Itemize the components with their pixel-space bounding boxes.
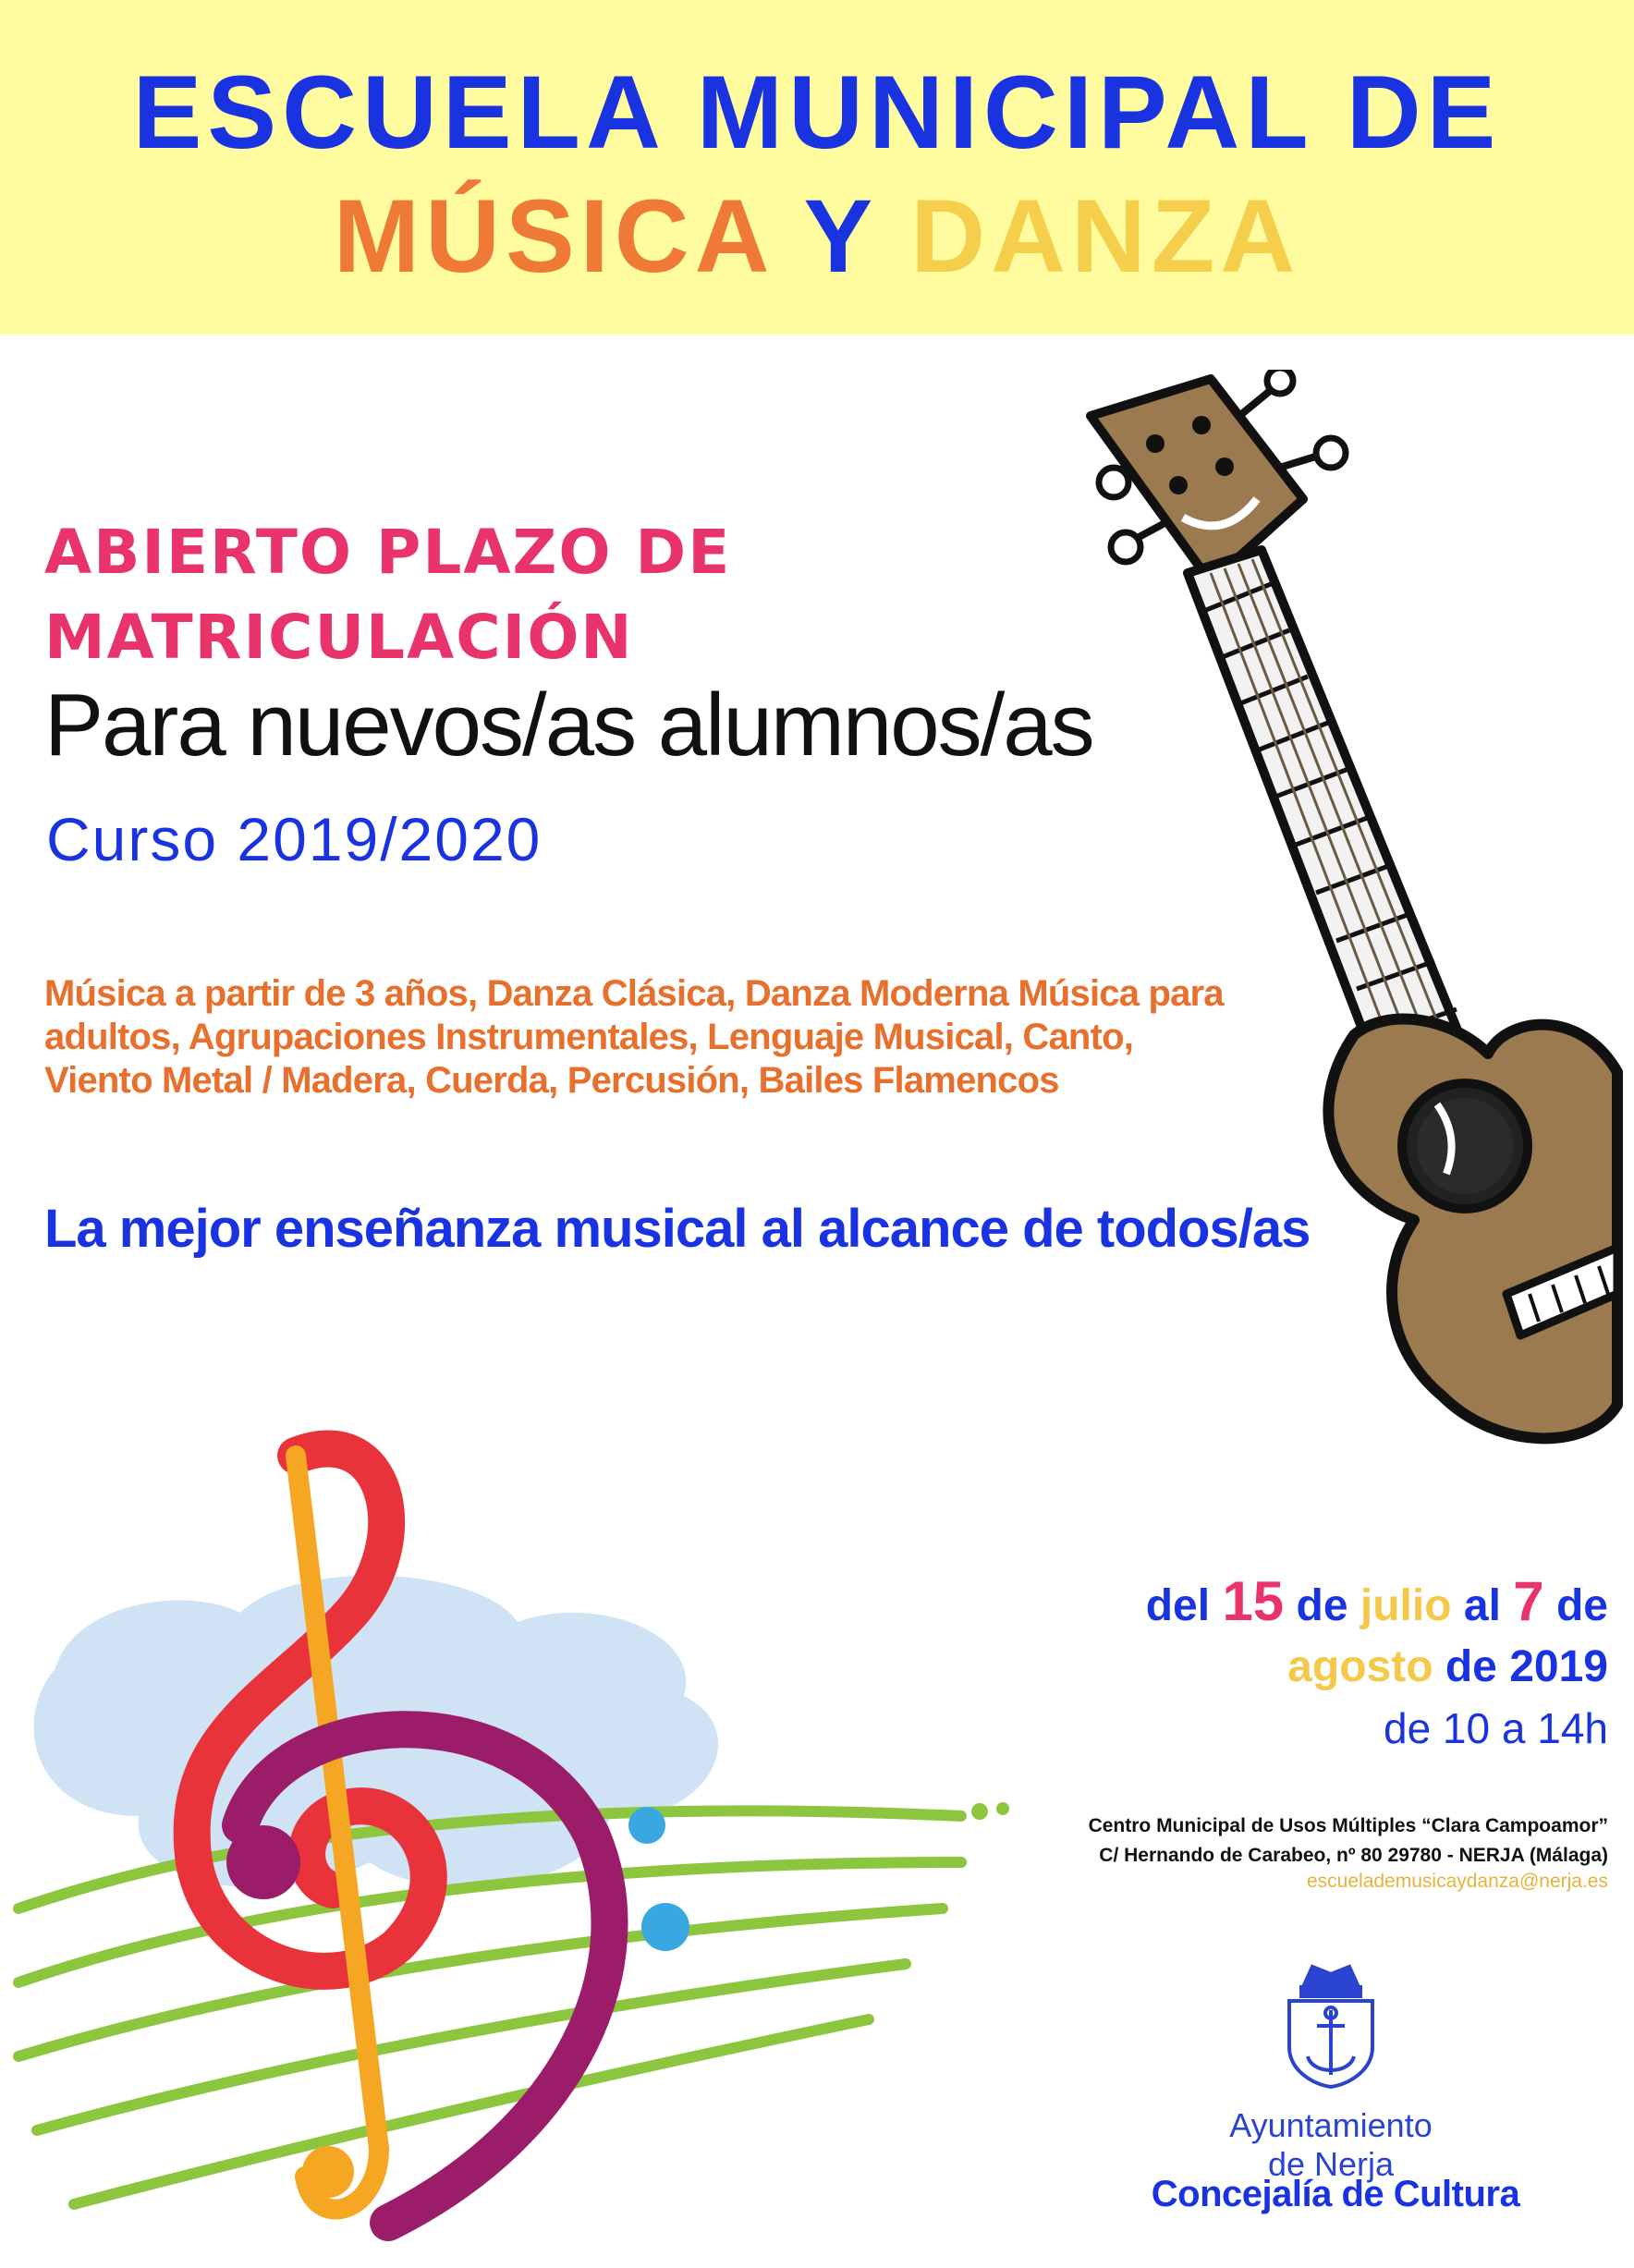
department-name: Concejalía de Cultura xyxy=(1151,2174,1520,2214)
title-word-musica: MÚSICA xyxy=(333,178,772,294)
ayuntamiento-name xyxy=(1146,2106,1516,2184)
enrollment-line-1: ABIERTO PLAZO DE xyxy=(44,517,732,588)
address-line-2: C/ Hernando de Carabeo, nº 80 29780 - NERJA (Málaga) xyxy=(1099,1845,1608,1866)
address-block xyxy=(887,1811,1608,1871)
dates-day-start: 15 xyxy=(1222,1570,1285,1632)
dates-line-2 xyxy=(943,1637,1608,1698)
subjects-line-1: Música a partir de 3 años, Danza Clásica, Danza Moderna Música para xyxy=(44,973,1224,1014)
subjects-line-2: adultos, Agrupaciones Instrumentales, Lenguaje Musical, Canto, xyxy=(44,1017,1134,1057)
course-year: Curso 2019/2020 xyxy=(46,805,543,873)
title-line-1: ESCUELA MUNICIPAL DE xyxy=(132,55,1502,170)
enrollment-heading xyxy=(44,510,876,680)
dates-de-1: de xyxy=(1296,1581,1348,1630)
dates-de-2: de xyxy=(1555,1581,1608,1630)
ukulele-illustration xyxy=(1026,370,1627,1553)
title-word-danza: DANZA xyxy=(910,178,1301,294)
coat-of-arms-icon xyxy=(1275,1959,1386,2089)
dates-month-start: julio xyxy=(1360,1581,1452,1630)
subjects-list xyxy=(44,972,1412,1103)
dates-month-end: agosto xyxy=(1287,1642,1433,1691)
title-word-y: Y xyxy=(803,178,877,294)
subjects-line-3: Viento Metal / Madera, Cuerda, Percusión, Bailes Flamencos xyxy=(44,1060,1059,1101)
ayuntamiento-name-line-2: de Nerja xyxy=(1267,2145,1395,2183)
address-line-1: Centro Municipal de Usos Múltiples “Clara Campoamor” xyxy=(1088,1815,1608,1836)
ayuntamiento-block xyxy=(1146,1959,1516,2184)
audience-text: Para nuevos/as alumnos/as xyxy=(44,676,1093,774)
email-link[interactable]: escuelademusicaydanza@nerja.es xyxy=(1306,1871,1608,1892)
ayuntamiento-name-line-1: Ayuntamiento xyxy=(1229,2106,1433,2144)
title-line-2 xyxy=(0,178,1634,294)
dates-hours: de 10 a 14h xyxy=(1383,1704,1608,1752)
slogan: La mejor enseñanza musical al alcance de todos/as xyxy=(44,1199,1311,1259)
enrollment-dates xyxy=(943,1571,1608,1759)
dates-day-end: 7 xyxy=(1513,1570,1544,1632)
dates-year: 2019 xyxy=(1509,1642,1608,1691)
enrollment-line-2: MATRICULACIÓN xyxy=(44,602,634,673)
dates-de-3: de xyxy=(1445,1642,1497,1691)
dates-al: al xyxy=(1463,1581,1501,1630)
dates-line-1 xyxy=(943,1571,1608,1637)
treble-bass-clef-illustration xyxy=(0,1428,1017,2268)
dates-del: del xyxy=(1145,1581,1211,1630)
